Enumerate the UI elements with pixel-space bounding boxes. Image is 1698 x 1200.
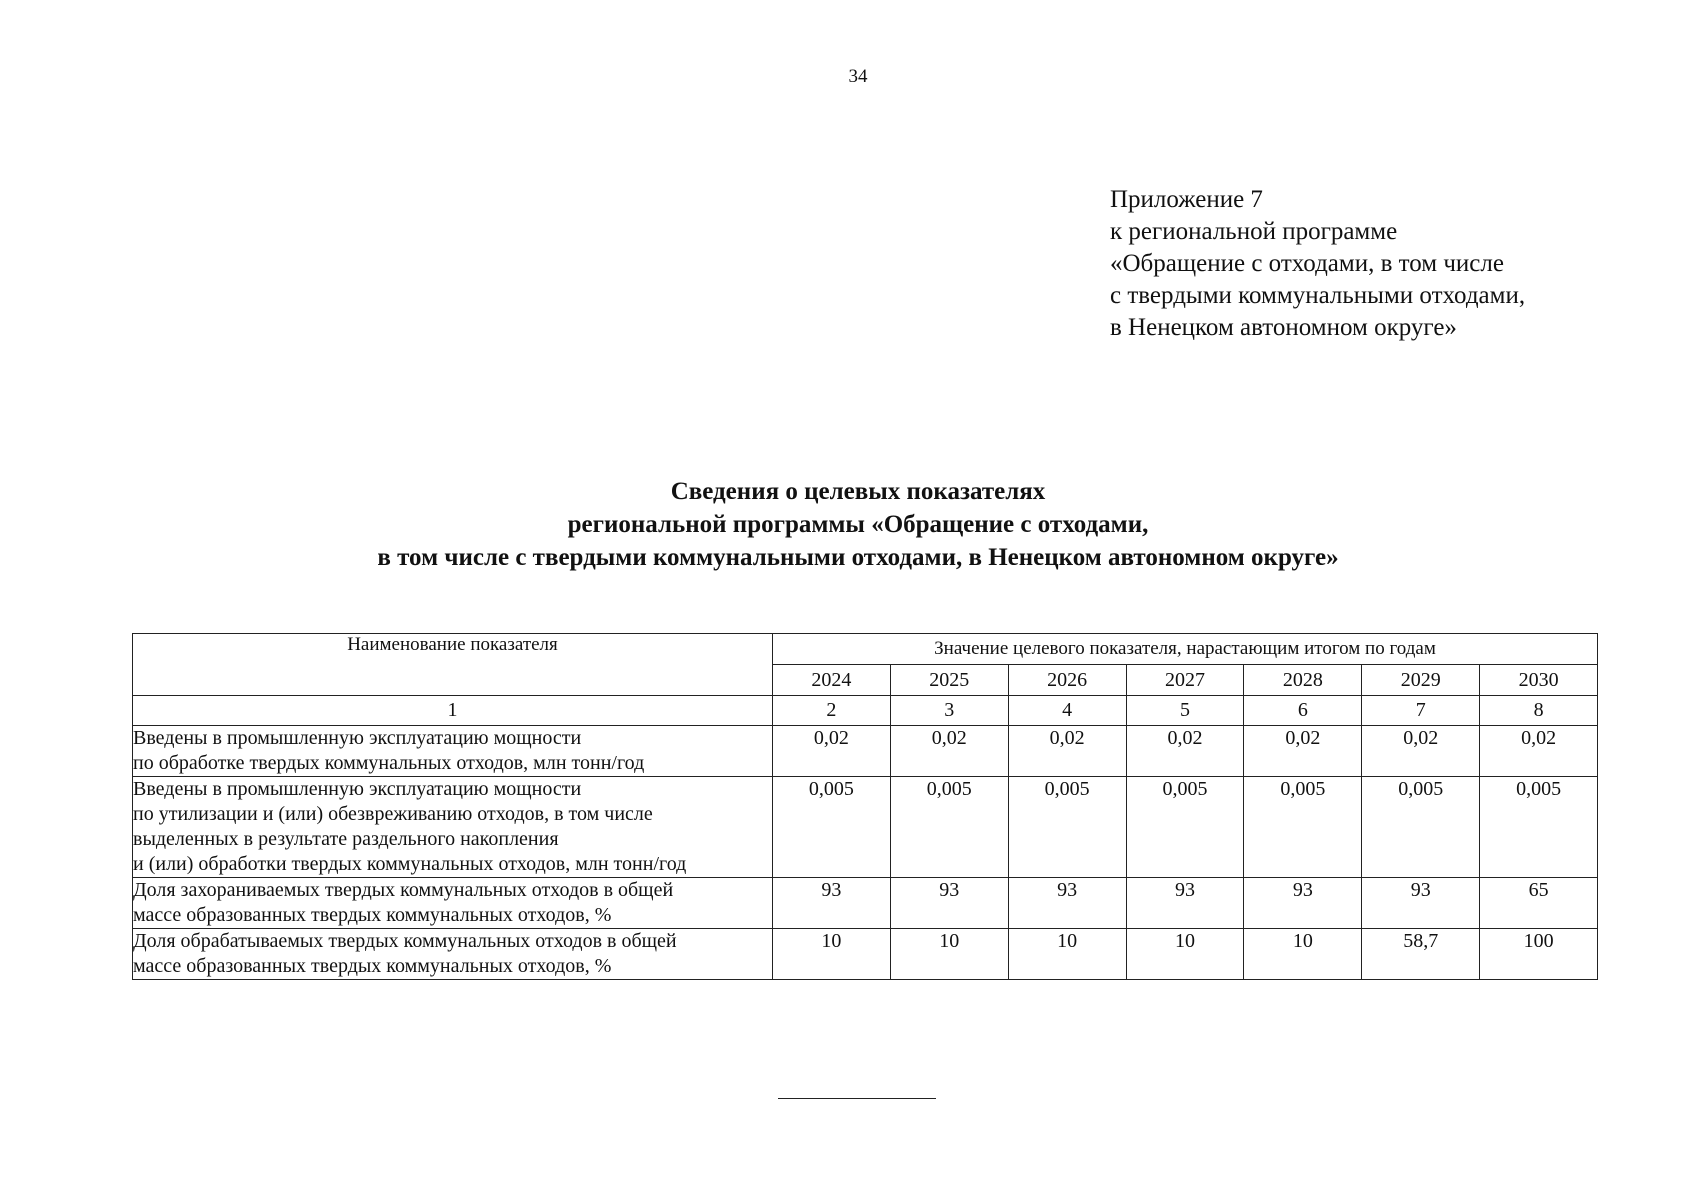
- column-number: 4: [1008, 696, 1126, 726]
- indicator-value: 0,005: [1480, 777, 1598, 878]
- indicator-value: 0,02: [890, 726, 1008, 777]
- indicator-name-line: Доля захораниваемых твердых коммунальных отходов в общей: [133, 879, 674, 901]
- indicator-value: 10: [1244, 929, 1362, 980]
- year-header: 2030: [1480, 665, 1598, 696]
- indicator-name-line: Введены в промышленную эксплуатацию мощности: [133, 727, 582, 749]
- indicator-value: 93: [1244, 878, 1362, 929]
- column-number: 7: [1362, 696, 1480, 726]
- column-number: 8: [1480, 696, 1598, 726]
- indicator-value: 10: [773, 929, 891, 980]
- indicator-name-line: по утилизации и (или) обезвреживанию отходов, в том числе: [133, 803, 653, 825]
- header-row: [133, 634, 1598, 665]
- appendix-line: к региональной программе: [1110, 218, 1398, 245]
- indicator-value: 10: [1126, 929, 1244, 980]
- column-number-row: [133, 696, 1598, 726]
- title-line: региональной программы «Обращение с отходами,: [567, 511, 1149, 538]
- indicator-name: [133, 878, 773, 929]
- indicator-value: 0,02: [1008, 726, 1126, 777]
- indicator-name: [133, 726, 773, 777]
- indicator-name: [133, 777, 773, 878]
- indicator-value: 93: [1008, 878, 1126, 929]
- indicator-name-line: и (или) обработки твердых коммунальных отходов, млн тонн/год: [133, 853, 687, 875]
- indicator-value: 0,005: [1244, 777, 1362, 878]
- indicator-value: 58,7: [1362, 929, 1480, 980]
- table-row: [133, 777, 1598, 878]
- appendix-line: в Ненецком автономном округе»: [1110, 314, 1457, 341]
- end-divider: [778, 1098, 936, 1099]
- table-row: [133, 726, 1598, 777]
- indicator-name-line: массе образованных твердых коммунальных отходов, %: [133, 904, 612, 926]
- column-number: 3: [890, 696, 1008, 726]
- table-row: [133, 929, 1598, 980]
- year-header: 2026: [1008, 665, 1126, 696]
- year-header: 2028: [1244, 665, 1362, 696]
- indicator-name-line: Введены в промышленную эксплуатацию мощности: [133, 778, 582, 800]
- indicator-name-line: по обработке твердых коммунальных отходов, млн тонн/год: [133, 752, 645, 774]
- year-header: 2027: [1126, 665, 1244, 696]
- column-number: 6: [1244, 696, 1362, 726]
- year-header: 2025: [890, 665, 1008, 696]
- indicators-table: [132, 633, 1598, 980]
- indicator-value: 0,02: [1244, 726, 1362, 777]
- indicator-name-header: Наименование показателя: [133, 634, 773, 696]
- indicator-value: 93: [773, 878, 891, 929]
- indicator-value: 10: [890, 929, 1008, 980]
- table-row: [133, 878, 1598, 929]
- column-number: 1: [133, 696, 773, 726]
- appendix-line: Приложение 7: [1110, 186, 1263, 213]
- indicator-value: 10: [1008, 929, 1126, 980]
- indicator-name-line: Доля обрабатываемых твердых коммунальных отходов в общей: [133, 930, 677, 952]
- page-number: 34: [848, 66, 868, 87]
- appendix-block: [1110, 184, 1525, 344]
- title-line: Сведения о целевых показателях: [670, 478, 1046, 505]
- year-header: 2029: [1362, 665, 1480, 696]
- indicator-value: 0,02: [1362, 726, 1480, 777]
- year-header: 2024: [773, 665, 891, 696]
- indicator-value: 0,02: [1480, 726, 1598, 777]
- indicator-value: 93: [890, 878, 1008, 929]
- indicator-value: 93: [1362, 878, 1480, 929]
- indicator-value: 93: [1126, 878, 1244, 929]
- indicator-name-line: выделенных в результате раздельного накопления: [133, 828, 559, 850]
- indicator-value: 0,02: [773, 726, 891, 777]
- document-title: [0, 475, 1698, 574]
- indicator-value: 0,005: [773, 777, 891, 878]
- indicator-name: [133, 929, 773, 980]
- indicator-value: 100: [1480, 929, 1598, 980]
- indicator-value: 0,005: [1008, 777, 1126, 878]
- indicator-name-line: массе образованных твердых коммунальных отходов, %: [133, 955, 612, 977]
- appendix-line: «Обращение с отходами, в том числе: [1110, 250, 1504, 277]
- indicator-value: 0,005: [890, 777, 1008, 878]
- column-number: 5: [1126, 696, 1244, 726]
- column-number: 2: [773, 696, 891, 726]
- indicator-value: 0,005: [1126, 777, 1244, 878]
- target-values-header: Значение целевого показателя, нарастающим итогом по годам: [773, 634, 1598, 665]
- title-line: в том числе с твердыми коммунальными отходами, в Ненецком автономном округе»: [377, 544, 1339, 571]
- indicator-value: 65: [1480, 878, 1598, 929]
- indicator-value: 0,02: [1126, 726, 1244, 777]
- indicator-value: 0,005: [1362, 777, 1480, 878]
- appendix-line: с твердыми коммунальными отходами,: [1110, 282, 1526, 309]
